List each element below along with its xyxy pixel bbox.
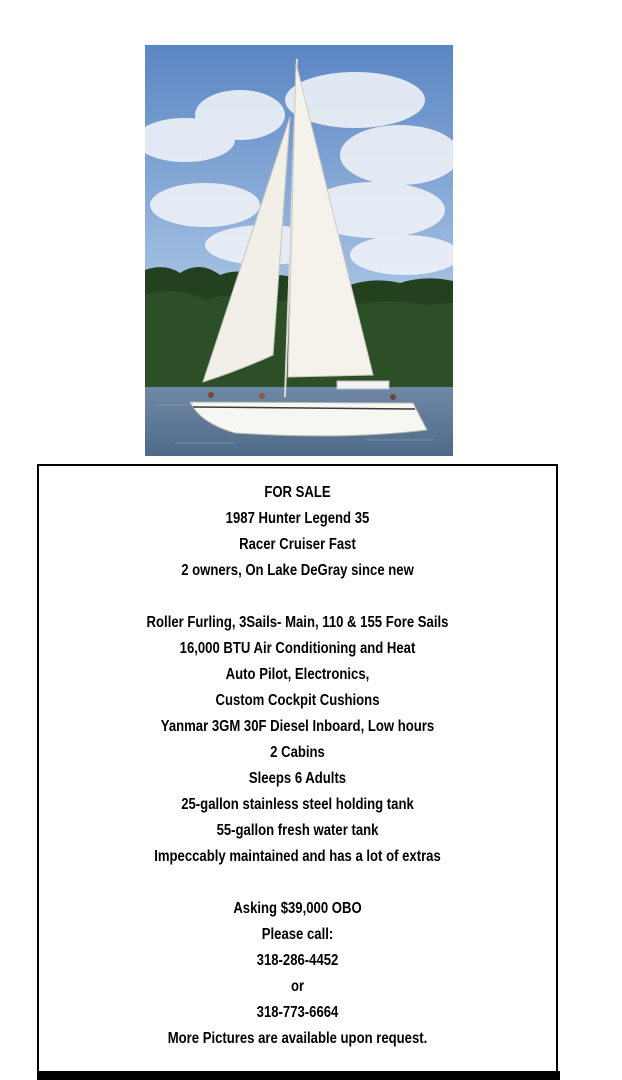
feature-line: Roller Furling, 3Sails- Main, 110 & 155 Fore Sails [146, 614, 449, 631]
feature-line: Custom Cockpit Cushions [215, 692, 380, 709]
feature-line: Sleeps 6 Adults [248, 770, 347, 787]
ad-phone-2: 318-773-6664 [256, 1004, 339, 1021]
feature-line: 16,000 BTU Air Conditioning and Heat [179, 640, 416, 657]
ad-phone-1: 318-286-4452 [256, 952, 339, 969]
ad-box [37, 464, 558, 1080]
sailboat-image [145, 45, 453, 456]
ad-bottom-bar [37, 1071, 560, 1080]
feature-line: 55-gallon fresh water tank [216, 822, 379, 839]
feature-line: Yanmar 3GM 30F Diesel Inboard, Low hours [160, 718, 435, 735]
feature-line: 2 Cabins [270, 744, 325, 761]
feature-line: 25-gallon stainless steel holding tank [181, 796, 414, 813]
ad-or-label: or [290, 978, 305, 995]
spacer [86, 870, 510, 896]
spacer [86, 584, 510, 610]
feature-line: Auto Pilot, Electronics, [225, 666, 370, 683]
ad-type: Racer Cruiser Fast [239, 536, 356, 553]
ad-more-pictures: More Pictures are available upon request. [167, 1030, 428, 1047]
ad-model: 1987 Hunter Legend 35 [225, 510, 370, 527]
ad-title: FOR SALE [264, 484, 331, 501]
feature-line: Impeccably maintained and has a lot of extras [154, 848, 441, 865]
ad-text [86, 480, 510, 1052]
ad-price: Asking $39,000 OBO [233, 900, 362, 917]
ad-history: 2 owners, On Lake DeGray since new [181, 562, 414, 579]
sailboat-photo [145, 45, 453, 456]
ad-call-label: Please call: [261, 926, 334, 943]
